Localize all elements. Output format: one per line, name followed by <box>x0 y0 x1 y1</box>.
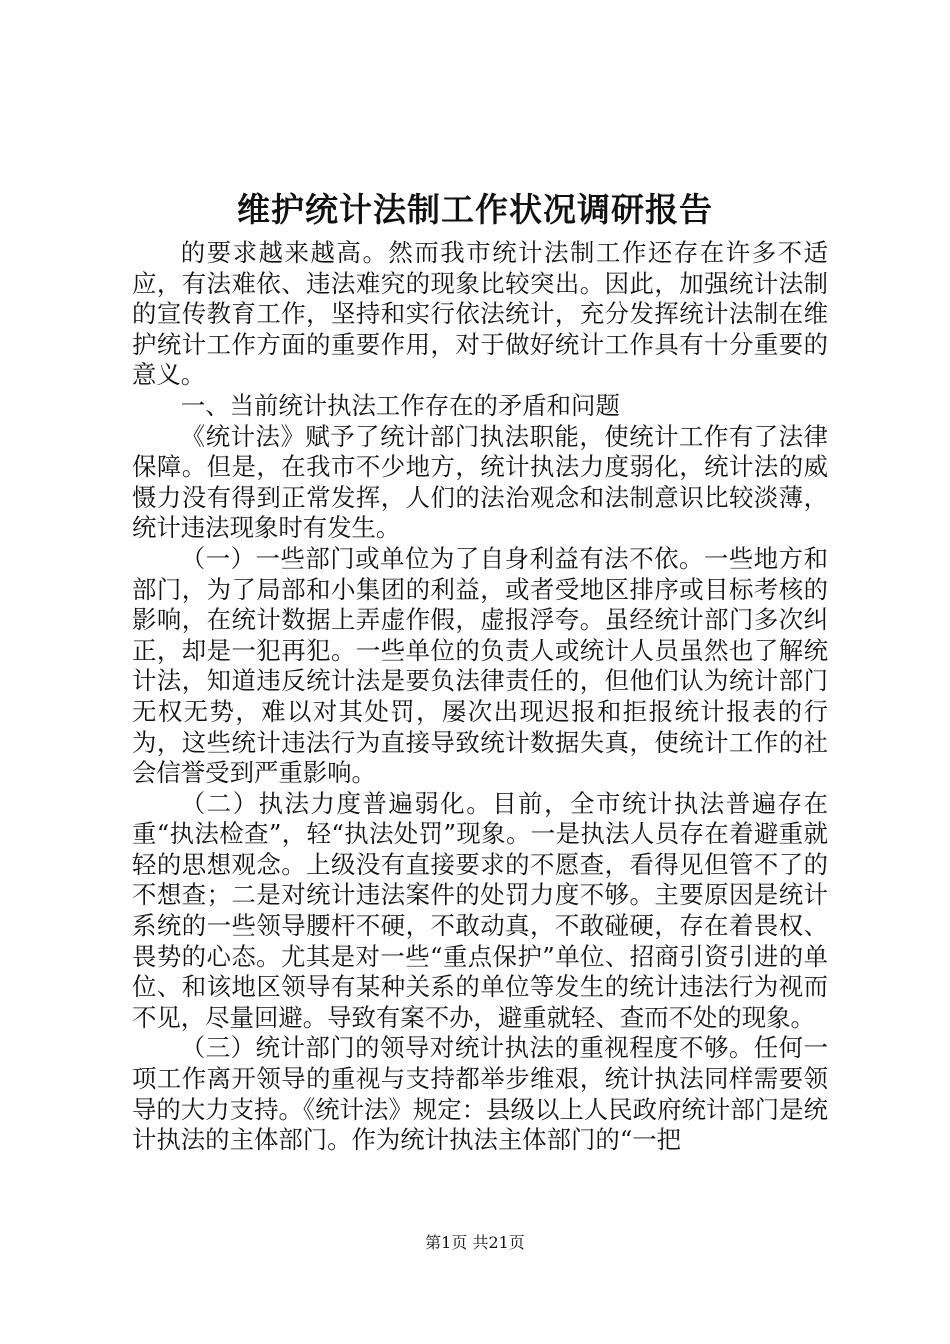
paragraph-point-two: （二）执法力度普遍弱化。目前，全市统计执法普遍存在重“执法检查”，轻“执法处罚”现象。一是执法人员存在着避重就轻的思想观念。上级没有直接要求的不愿查，看得见但管不了的不想查；二是对统计违法案件的处罚力度不够。主要原因是统计系统的一些领导腰杆不硬，不敢动真，不敢碰硬，存在着畏权、畏势的心态。尤其是对一些“重点保护”单位、招商引资引进的单位、和该地区领导有某种关系的单位等发生的统计违法行为视而不见，尽量回避。导致有案不办，避重就轻、查而不处的现象。 <box>132 788 828 1032</box>
page-footer: 第1页 共21页 <box>425 1233 525 1252</box>
paragraph-intro: 的要求越来越高。然而我市统计法制工作还存在许多不适应，有法难依、违法难究的现象比较突出。因此，加强统计法制的宣传教育工作，坚持和实行依法统计，充分发挥统计法制在维护统计工作方面的重要作用，对于做好统计工作具有十分重要的意义。 <box>132 238 828 390</box>
section-heading: 一、当前统计执法工作存在的矛盾和问题 <box>180 390 620 420</box>
paragraph-point-three: （三）统计部门的领导对统计执法的重视程度不够。任何一项工作离开领导的重视与支持都举步维艰，统计执法同样需要领导的大力支持。《统计法》规定：县级以上人民政府统计部门是统计执法的主体部门。作为统计执法主体部门的“一把 <box>132 1033 828 1155</box>
paragraph-statistics-law: 《统计法》赋予了统计部门执法职能，使统计工作有了法律保障。但是，在我市不少地方，统计执法力度弱化，统计法的威慑力没有得到正常发挥，人们的法治观念和法制意识比较淡薄，统计违法现象时有发生。 <box>132 421 828 543</box>
document-title: 维护统计法制工作状况调研报告 <box>237 190 713 229</box>
document-body <box>132 238 828 1156</box>
paragraph-point-one: （一）一些部门或单位为了自身利益有法不依。一些地方和部门，为了局部和小集团的利益，或者受地区排序或目标考核的影响，在统计数据上弄虚作假，虚报浮夸。虽经统计部门多次纠正，却是一犯再犯。一些单位的负责人或统计人员虽然也了解统计法，知道违反统计法是要负法律责任的，但他们认为统计部门无权无势，难以对其处罚，屡次出现迟报和拒报统计报表的行为，这些统计违法行为直接导致统计数据失真，使统计工作的社会信誉受到严重影响。 <box>132 543 828 788</box>
